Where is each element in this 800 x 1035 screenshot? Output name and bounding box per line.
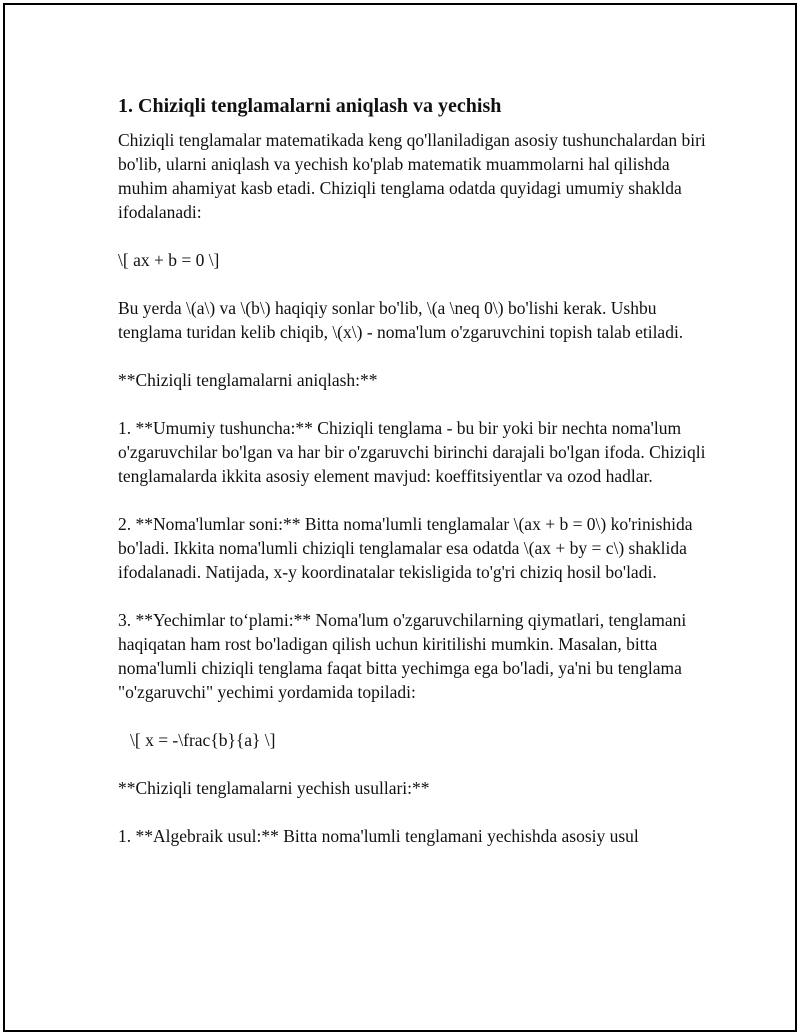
subheading-methods: **Chiziqli tenglamalarni yechish usullari:** <box>118 778 430 798</box>
document-body <box>118 92 708 872</box>
subheading-definition: **Chiziqli tenglamalarni aniqlash:** <box>118 370 378 390</box>
list-item-general-concept: 1. **Umumiy tushuncha:** Chiziqli tenglama - bu bir yoki bir nechta noma'lum o'zgaruvchilar bo'lgan va har bir o'zgaruvchi birinchi darajali bo'lgan ifoda. Chiziqli tenglamalarda ikkita asosiy element mavjud: koeffitsiyentlar va ozod hadlar. <box>118 418 706 486</box>
explanation-paragraph: Bu yerda \(a\) va \(b\) haqiqiy sonlar bo'lib, \(a \neq 0\) bo'lishi kerak. Ushbu tenglama turidan kelib chiqib, \(x\) - noma'lum o'zgaruvchini topish talab etiladi. <box>118 298 684 342</box>
equation-general: \[ ax + b = 0 \] <box>118 250 220 270</box>
list-item-solution-set: 3. **Yechimlar to‘plami:** Noma'lum o'zgaruvchilarning qiymatlari, tenglamani haqiqatan ham rost bo'ladigan qilish uchun kiritilishi mumkin. Masalan, bitta noma'lumli chiziqli tenglama faqat bitta yechimga ega bo'ladi, ya'ni bu tenglama "o'zgaruvchi" yechimi yordamida topiladi: <box>118 610 687 702</box>
list-item-unknowns-count: 2. **Noma'lumlar soni:** Bitta noma'lumli tenglamalar \(ax + b = 0\) ko'rinishida bo'ladi. Ikkita noma'lumli chiziqli tenglamalar esa odatda \(ax + by = c\) shaklida ifodalanadi. Natijada, x-y koordinatalar tekisligida to'g'ri chiziq hosil bo'ladi. <box>118 514 693 582</box>
intro-paragraph: Chiziqli tenglamalar matematikada keng qo'llaniladigan asosiy tushunchalardan biri bo'lib, ularni aniqlash va yechish ko'plab matematik muammolarni hal qilishda muhim ahamiyat kasb etadi. Chiziqli tenglama odatda quyidagi umumiy shaklda ifodalanadi: <box>118 130 706 222</box>
section-heading: 1. Chiziqli tenglamalarni aniqlash va yechish <box>118 95 502 117</box>
list-item-algebraic-method: 1. **Algebraik usul:** Bitta noma'lumli tenglamani yechishda asosiy usul <box>118 826 639 846</box>
equation-solution: \[ x = -\frac{b}{a} \] <box>130 730 276 750</box>
